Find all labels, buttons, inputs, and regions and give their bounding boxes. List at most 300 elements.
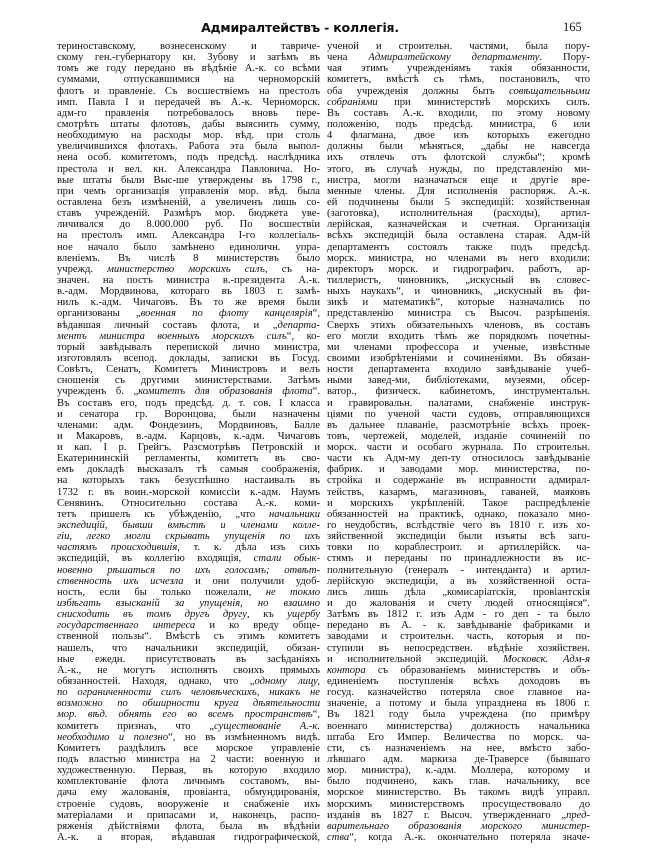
text-segment: значеніе, а потому и была упразднена въ 1806 г. bbox=[327, 698, 590, 710]
text-line bbox=[57, 152, 320, 163]
text-line bbox=[327, 275, 590, 286]
text-segment: необходимую на расходы мор. вѣд. при столь bbox=[57, 130, 320, 142]
text-segment: художественную. Первая, въ которую входило bbox=[57, 765, 320, 777]
text-line bbox=[327, 420, 590, 431]
text-segment: военнаго министерства) должность начальника bbox=[327, 720, 590, 732]
text-line bbox=[327, 576, 590, 587]
text-line bbox=[57, 464, 320, 475]
text-line bbox=[57, 364, 320, 375]
text-line bbox=[327, 609, 590, 620]
text-line bbox=[57, 52, 320, 63]
text-segment: териноставскому, вознесенскому и тавриче- bbox=[57, 41, 320, 52]
italic-text: ственность ихъ исчезла bbox=[57, 575, 184, 587]
text-segment: ность, если бы только пожелали, bbox=[57, 586, 266, 598]
text-line bbox=[327, 208, 590, 219]
text-line bbox=[57, 475, 320, 486]
text-segment: полнительную (генералъ - интенданта) и артил- bbox=[327, 564, 590, 576]
text-segment: экспедицій, въ коллегію входящія, bbox=[57, 553, 254, 565]
text-segment: го неудобствъ, вслѣдствіе чего въ 1810 г. изъ хо- bbox=[327, 520, 590, 532]
text-segment: чена bbox=[327, 52, 369, 64]
text-line bbox=[327, 409, 590, 420]
text-line bbox=[327, 264, 590, 275]
text-line bbox=[57, 799, 320, 810]
text-line bbox=[327, 475, 590, 486]
text-line bbox=[327, 97, 590, 108]
text-segment: Екатерининскій регламенты, комитетъ въ сво- bbox=[57, 453, 320, 465]
text-segment: обязанностей. Находя, однако, что „ bbox=[57, 676, 255, 688]
italic-text: ущербу bbox=[287, 609, 320, 621]
text-line bbox=[57, 108, 320, 119]
text-line bbox=[57, 242, 320, 253]
text-line bbox=[327, 253, 590, 264]
text-segment: значен. на постъ министра в.-президента А.-к. bbox=[57, 274, 320, 286]
italic-text: государственнаго интереса bbox=[57, 620, 196, 632]
text-segment: вленіемъ. Въ числѣ 8 министерствъ было bbox=[57, 252, 320, 264]
text-segment: “, но въ измѣненномъ видѣ. bbox=[168, 731, 320, 743]
text-line bbox=[327, 364, 590, 375]
italic-text: гіи, легко могли скрывать упущенія по ихъ bbox=[57, 531, 320, 543]
text-line bbox=[327, 765, 590, 776]
text-line bbox=[57, 754, 320, 765]
text-line bbox=[57, 787, 320, 798]
text-segment: лерійская, казначейская и счетная. Организація bbox=[327, 219, 590, 231]
text-line bbox=[57, 398, 320, 409]
text-segment: морскимъ министерствомъ просуществовало до bbox=[327, 798, 590, 810]
text-segment: этого, въ случаѣ нужды, по представленію ми- bbox=[327, 163, 590, 175]
text-line bbox=[57, 431, 320, 442]
running-head-title: Адмиралтействъ - коллегія. bbox=[201, 20, 399, 35]
text-segment: представленію министра съ Высоч. разрѣшенія. bbox=[327, 308, 590, 320]
text-segment: стямъ и переданы по принадлежности въ ис- bbox=[327, 553, 590, 565]
text-line bbox=[327, 386, 590, 397]
text-line bbox=[327, 297, 590, 308]
text-line bbox=[57, 331, 320, 342]
text-segment: в.-адм. Мордвинова, котораго въ 1803 г. замѣ- bbox=[57, 286, 320, 298]
text-segment: ными завед-ми, библіотеками, музеями, обсер- bbox=[327, 375, 590, 387]
text-line bbox=[57, 297, 320, 308]
text-line bbox=[327, 175, 590, 186]
text-line bbox=[327, 698, 590, 709]
text-segment: при министерствѣ морскихъ силъ. bbox=[377, 96, 590, 108]
text-line bbox=[327, 676, 590, 687]
text-segment: подъ властью министра на 2 части: военную и bbox=[57, 754, 320, 765]
italic-text: варительнаго образованія морского министер- bbox=[327, 820, 590, 832]
text-segment: въ дальнее плаваніе, разсмотрѣніе всѣхъ проек- bbox=[327, 419, 590, 431]
text-segment: имп. Павла I и передачей въ А.-к. Черноморск. bbox=[57, 96, 320, 108]
text-segment: единеніемъ поступленія всѣхъ доходовъ въ bbox=[327, 676, 590, 688]
text-segment: нилъ к.-адм. Чичаговъ. Въ то же время были bbox=[57, 297, 320, 309]
text-segment: положенію, подъ предсѣд. министра, 6 или bbox=[327, 118, 590, 130]
text-segment: ихъ отвлечь отъ флотской службы“; кромѣ bbox=[327, 152, 590, 164]
text-segment: морское министерство. Въ такомъ видѣ управл. bbox=[327, 787, 590, 799]
text-line bbox=[327, 665, 590, 676]
text-segment: 1732 г. въ воин.-морской комиссіи к.-адм. Наумъ bbox=[57, 486, 320, 498]
text-segment: дача ему жалованія, провіанта, обмундированія, bbox=[57, 787, 320, 799]
italic-text: комитетъ для образованія флота bbox=[138, 386, 313, 398]
italic-text: ментъ министра военныхъ морскихъ силъ bbox=[57, 330, 287, 342]
text-line bbox=[57, 832, 320, 843]
text-line bbox=[327, 197, 590, 208]
text-segment: стройка и содержаніе въ исправности адмирал- bbox=[327, 475, 590, 487]
text-line bbox=[57, 320, 320, 331]
text-segment: при чемъ организація управленія мор. вѣд. была bbox=[57, 185, 320, 197]
italic-text: министерство морскихъ силъ bbox=[107, 263, 265, 275]
text-line bbox=[327, 553, 590, 564]
text-segment: на которыхъ такъ безуспѣшно настаивалъ въ bbox=[57, 475, 320, 487]
text-line bbox=[327, 754, 590, 765]
text-line bbox=[327, 453, 590, 464]
text-line bbox=[57, 776, 320, 787]
text-line bbox=[327, 431, 590, 442]
text-line bbox=[327, 654, 590, 665]
text-segment: смотрѣть штаты флотовъ, дабы выяснить сумму, bbox=[57, 118, 320, 130]
text-segment: “, когда А.-к. окончательно потеряла значе- bbox=[349, 831, 590, 843]
text-line bbox=[327, 219, 590, 230]
text-segment: передано въ А. - к. завѣдываніе фабриками и bbox=[327, 620, 590, 632]
text-line bbox=[327, 230, 590, 241]
text-line bbox=[57, 709, 320, 720]
right-text-column bbox=[327, 41, 590, 843]
text-segment: суммами, отпускавшимися на черноморскій bbox=[57, 74, 320, 86]
text-segment: Въ 1821 году была учреждена (по примѣру bbox=[327, 709, 590, 721]
text-line bbox=[57, 342, 320, 353]
text-segment: “, bbox=[312, 308, 320, 320]
italic-text: военная по флоту канцелярія bbox=[140, 308, 313, 320]
text-segment: ные ежедн. присутствовать въ засѣданіяхъ bbox=[57, 653, 320, 665]
text-segment: А.-к., не могутъ исполнять своихъ прямыхъ bbox=[57, 664, 320, 676]
text-line bbox=[327, 52, 590, 63]
text-line bbox=[327, 320, 590, 331]
text-line bbox=[57, 74, 320, 85]
text-line bbox=[327, 342, 590, 353]
text-line bbox=[327, 130, 590, 141]
text-segment: , т. к. дѣла изъ сихъ bbox=[177, 542, 320, 554]
text-segment: лѣвшаго адм. маркиза де-Траверсе (бывшаго bbox=[327, 754, 590, 765]
text-line bbox=[327, 721, 590, 732]
text-line bbox=[57, 41, 320, 52]
text-segment: ступили въ непосредствен. вѣдѣніе хозяйствен. bbox=[327, 642, 590, 654]
text-line bbox=[57, 264, 320, 275]
text-line bbox=[57, 230, 320, 241]
italic-text: возможно по обширности круга дѣятельности bbox=[57, 698, 320, 710]
text-line bbox=[57, 420, 320, 431]
text-segment: ное начало было замѣнено единоличн. упра- bbox=[57, 241, 320, 253]
text-segment: товъ, чертежей, моделей, изданіе сочиненій по bbox=[327, 430, 590, 442]
italic-text: по ограниченности силъ человѣческихъ, никакъ не bbox=[57, 687, 320, 699]
text-line bbox=[57, 531, 320, 542]
text-line bbox=[327, 119, 590, 130]
text-segment: личивался до 8.000.000 руб. По восшествіи bbox=[57, 219, 320, 231]
text-segment: Сверхъ этихъ обязательныхъ членовъ, въ составъ bbox=[327, 319, 590, 331]
italic-text: одному лицу, bbox=[254, 676, 320, 688]
text-line bbox=[57, 609, 320, 620]
text-line bbox=[327, 643, 590, 654]
text-segment: ей подчинены были 5 экспедицій: хозяйственная bbox=[327, 196, 590, 208]
text-segment: нашелъ, что начальники экспедицій, обязан- bbox=[57, 642, 320, 654]
text-line bbox=[327, 308, 590, 319]
text-segment: флотъ и правленіе. Съ восшествіемъ на престолъ bbox=[57, 85, 320, 97]
text-line bbox=[57, 164, 320, 175]
text-line bbox=[327, 375, 590, 386]
italic-text: новенно рѣшаться по ихъ голосамъ; отвѣт- bbox=[57, 564, 320, 576]
text-segment: учрежденъ б. „ bbox=[57, 386, 139, 398]
italic-text: Адмиралтейскому департаменту bbox=[368, 52, 540, 64]
text-segment: части къ Адм-му деп-ту относилось завѣдываніе bbox=[327, 453, 590, 465]
text-segment: ныхъ наукахъ“, и чиновникъ, „искусный въ фи- bbox=[327, 286, 590, 298]
italic-text: частямъ происходившія bbox=[57, 542, 178, 554]
text-segment: и сенатора гр. Воронцова, были назначены bbox=[57, 408, 320, 420]
text-segment: сношенія съ другими министерствами. Затѣмъ bbox=[57, 375, 320, 387]
text-line bbox=[57, 676, 320, 687]
text-segment: нистра, могли назначаться еще и другіе вре- bbox=[327, 174, 590, 186]
text-line bbox=[327, 141, 590, 152]
text-segment: увеличившихся флотахъ. Работа эта была выпол- bbox=[57, 141, 320, 153]
text-line bbox=[327, 799, 590, 810]
text-line bbox=[327, 531, 590, 542]
text-segment: и Макаровъ, в.-адм. Карцовъ, к.-адм. Чичаговъ bbox=[57, 430, 320, 442]
text-segment: должны были мѣняться, „дабы не навсегда bbox=[327, 141, 590, 153]
text-segment: лерійскую экспедиціи, а въ хозяйственной оста- bbox=[327, 575, 590, 587]
italic-text: Московск. Адм-я bbox=[502, 653, 590, 665]
text-line bbox=[57, 565, 320, 576]
text-line bbox=[57, 175, 320, 186]
text-segment: всѣхъ экспедицій была оставлена старая. Адм-ій bbox=[327, 230, 590, 242]
text-segment: на престолъ имп. Александра I-го коллегіаль- bbox=[57, 230, 320, 242]
text-line bbox=[57, 743, 320, 754]
text-line bbox=[327, 487, 590, 498]
text-segment: А.-к. а вторая, вѣдавшая гидрографической, bbox=[57, 831, 320, 843]
text-segment: и морскихъ укрѣпленій. Такое распредѣленіе bbox=[327, 497, 590, 509]
text-line bbox=[57, 119, 320, 130]
text-line bbox=[57, 308, 320, 319]
text-segment: морск. части и особаго журнала. По строительн. bbox=[327, 442, 590, 454]
text-segment: Совѣтъ, Сенатъ, Комитетъ Министровъ и велъ bbox=[57, 364, 320, 376]
text-segment: (заготовка), исполнительная (расходы), артил- bbox=[327, 208, 590, 220]
text-line bbox=[57, 442, 320, 453]
italic-text: снисходить въ томъ другъ другу bbox=[57, 609, 247, 621]
text-line bbox=[327, 464, 590, 475]
text-segment: оставлена безъ измѣненій, а увеличенъ лишь со- bbox=[57, 196, 320, 208]
text-line bbox=[57, 687, 320, 698]
text-segment: его могли входить тѣмъ же порядкомъ почетны- bbox=[327, 330, 590, 342]
text-segment: оба учрежденія должны быть bbox=[327, 85, 510, 97]
text-segment: и ко вреду обще- bbox=[195, 620, 320, 632]
left-text-column bbox=[57, 41, 320, 843]
text-line bbox=[327, 164, 590, 175]
text-line bbox=[57, 63, 320, 74]
text-line bbox=[57, 197, 320, 208]
text-segment: заводами и строительн. часть, которыя и по- bbox=[327, 631, 590, 643]
text-segment: обязанностей на практикѣ, однако, показало мно- bbox=[327, 508, 590, 520]
text-segment: зикѣ и математикѣ“, которые назначались по bbox=[327, 297, 590, 309]
text-line bbox=[327, 108, 590, 119]
italic-text: необходимо и полезно bbox=[57, 731, 169, 743]
text-segment: товки по кораблестроит. и артиллерійск. ча- bbox=[327, 542, 590, 554]
text-segment: скому ген.-губернатору кн. Зубову и затѣмъ въ bbox=[57, 52, 320, 64]
text-segment: комплектованіе флота личнымъ составомъ, вы- bbox=[57, 776, 320, 788]
text-line bbox=[327, 821, 590, 832]
text-segment: съ образованіемъ министерствъ и объ- bbox=[365, 664, 590, 676]
text-segment: , съ на- bbox=[264, 263, 320, 275]
text-segment: “, ко- bbox=[286, 330, 320, 342]
text-segment: Въ составъ А.-к. входили, по этому новому bbox=[327, 107, 590, 119]
text-segment: департаментъ состоялъ также подъ предсѣд. bbox=[327, 241, 590, 253]
text-line bbox=[57, 765, 320, 776]
text-segment: морск. министра, но членами въ него входили: bbox=[327, 252, 590, 264]
text-line bbox=[57, 386, 320, 397]
text-segment: комитетъ, вмѣстѣ съ тѣмъ, постановилъ, что bbox=[327, 74, 590, 86]
text-line bbox=[57, 487, 320, 498]
italic-text: ства bbox=[327, 831, 350, 843]
text-segment: сти, съ назначеніемъ на нее, вмѣсто забо- bbox=[327, 742, 590, 754]
text-line bbox=[327, 687, 590, 698]
text-line bbox=[327, 41, 590, 52]
text-segment: строеніе судовъ, вооруженіе и снабженіе ихъ bbox=[57, 798, 320, 810]
text-line bbox=[327, 631, 590, 642]
text-line bbox=[57, 186, 320, 197]
text-segment: лись лишь дѣла „комисаріатскія, провіантскія bbox=[327, 586, 590, 598]
italic-text: экспедицій, бывши вмѣстѣ и членами колле- bbox=[57, 520, 320, 532]
text-line bbox=[327, 331, 590, 342]
text-segment: штаба Его Импер. Величества по морск. ча- bbox=[327, 731, 590, 743]
text-line bbox=[327, 743, 590, 754]
italic-text: совѣщательными bbox=[509, 85, 590, 97]
text-line bbox=[327, 620, 590, 631]
text-segment: своими изобрѣтеніями и сочиненіями. Въ обязан- bbox=[327, 352, 590, 364]
text-line bbox=[57, 631, 320, 642]
text-line bbox=[327, 565, 590, 576]
italic-text: избѣгать взысканій за упущенія, но взаимно bbox=[57, 598, 320, 610]
text-segment: менные члены. Для исполненія распоряж. А.-к. bbox=[327, 185, 590, 197]
italic-text: пред- bbox=[566, 809, 590, 821]
text-line bbox=[327, 74, 590, 85]
text-segment: 4 флагмана, двое изъ которыхъ ежегодно bbox=[327, 130, 590, 142]
text-segment: ватор., физическ. кабинетомъ, инструментальн. bbox=[327, 386, 590, 398]
text-line bbox=[57, 587, 320, 598]
text-segment: ціями по ученой части судовъ, отправляющихся bbox=[327, 408, 590, 420]
text-segment: ряженія дѣйствіями флота, была въ вѣдѣніи bbox=[57, 820, 320, 832]
italic-text: начальники bbox=[268, 508, 320, 520]
text-segment: ности департамента входило завѣдываніе учеб- bbox=[327, 364, 590, 376]
text-line bbox=[57, 721, 320, 732]
text-segment: нена особ. комитетомъ, подъ предсѣд. наслѣдника bbox=[57, 152, 320, 164]
text-segment: мор. министра), к.-адм. Моллера, которому и bbox=[327, 765, 590, 777]
text-line bbox=[57, 275, 320, 286]
text-segment: матеріалами и припасами и, наконецъ, распо- bbox=[57, 809, 320, 821]
text-line bbox=[327, 587, 590, 598]
text-line bbox=[57, 542, 320, 553]
text-line bbox=[57, 665, 320, 676]
text-segment: и гравировальн. палатами, снабженіе инструк- bbox=[327, 397, 590, 409]
text-segment: ственной пользы“. Вмѣстѣ съ этимъ комитетъ bbox=[57, 631, 320, 643]
italic-text: не токмо bbox=[265, 586, 320, 598]
text-line bbox=[57, 97, 320, 108]
italic-text: существованіе А.-к. bbox=[213, 720, 320, 732]
text-line bbox=[57, 643, 320, 654]
text-line bbox=[57, 620, 320, 631]
text-segment: торый завѣдывалъ перепиской лично министра, bbox=[57, 341, 320, 353]
text-line bbox=[327, 442, 590, 453]
text-segment: Въ составъ его, подъ предсѣд. д. т. сов. I класса bbox=[57, 397, 320, 409]
text-segment: престола и вел. кн. Александра Павловича. Но- bbox=[57, 163, 320, 175]
text-segment: тетъ пришелъ къ убѣжденію, „что bbox=[57, 508, 269, 520]
text-line bbox=[57, 86, 320, 97]
text-segment: госуд. казначейство потеряла свое главное на- bbox=[327, 687, 590, 699]
text-line bbox=[327, 152, 590, 163]
text-segment: директоръ морск. и гидрографич. работъ, ар- bbox=[327, 263, 590, 275]
text-segment: , къ bbox=[246, 609, 288, 621]
text-line bbox=[57, 208, 320, 219]
italic-text: стали обык- bbox=[253, 553, 320, 565]
text-line bbox=[327, 542, 590, 553]
text-segment: изданія въ 1827 г. Высоч. утвержденнаго „ bbox=[327, 809, 567, 821]
italic-text: собраніями bbox=[327, 96, 378, 108]
text-line bbox=[57, 353, 320, 364]
text-segment: и они получили удоб- bbox=[183, 575, 320, 587]
text-segment: учрежд. bbox=[57, 263, 108, 275]
text-line bbox=[327, 810, 590, 821]
text-line bbox=[57, 520, 320, 531]
text-segment: организованы „ bbox=[57, 308, 141, 320]
text-segment: “, bbox=[312, 709, 320, 721]
italic-text: контора bbox=[327, 664, 366, 676]
text-line bbox=[327, 498, 590, 509]
text-line bbox=[57, 409, 320, 420]
text-line bbox=[327, 509, 590, 520]
text-line bbox=[57, 253, 320, 264]
text-line bbox=[57, 375, 320, 386]
text-line bbox=[57, 732, 320, 743]
text-segment: Затѣмъ въ 1812 г. изъ Адм - го деп - та было bbox=[327, 609, 590, 621]
text-line bbox=[327, 598, 590, 609]
text-line bbox=[327, 520, 590, 531]
text-segment: Комитетъ раздѣлилъ все морское управленіе bbox=[57, 742, 320, 754]
text-segment: членами: адм. Фондезинъ, Мордвиновъ, Балле bbox=[57, 419, 320, 431]
text-segment: и исполнительной экспедицій. bbox=[327, 653, 503, 665]
text-segment: зяйственной экспедиціи были изъяты всѣ заго- bbox=[327, 531, 590, 543]
text-line bbox=[327, 709, 590, 720]
text-line bbox=[57, 130, 320, 141]
text-segment: вѣдавшая личный составъ флота, и „ bbox=[57, 319, 278, 331]
text-line bbox=[57, 453, 320, 464]
text-line bbox=[327, 63, 590, 74]
text-segment: ученой и строительн. частями, была пору- bbox=[327, 41, 590, 52]
text-line bbox=[327, 732, 590, 743]
text-line bbox=[57, 498, 320, 509]
text-segment: адм-го правленія потребовалось вновь пере- bbox=[57, 107, 320, 119]
text-segment: вые штаты были Выс-ше утверждены въ 1798 г., bbox=[57, 174, 320, 186]
text-line bbox=[327, 353, 590, 364]
text-line bbox=[57, 598, 320, 609]
text-line bbox=[327, 398, 590, 409]
text-line bbox=[327, 776, 590, 787]
text-line bbox=[57, 553, 320, 564]
text-segment: ми членами профессора и ученые, извѣстные bbox=[327, 341, 590, 353]
text-segment: комитетъ признаъ, что „ bbox=[57, 720, 214, 732]
text-line bbox=[57, 576, 320, 587]
text-line bbox=[57, 654, 320, 665]
text-line bbox=[327, 86, 590, 97]
text-line bbox=[327, 286, 590, 297]
text-segment: Сенявинъ. Относительно состава А.-к. коми- bbox=[57, 497, 320, 509]
text-segment: тиллеристъ, чиновникъ, „искусный въ словес- bbox=[327, 274, 590, 286]
text-segment: тействъ, казармъ, магазиновъ, гаваней, маяковъ bbox=[327, 486, 590, 498]
text-line bbox=[57, 810, 320, 821]
text-line bbox=[57, 219, 320, 230]
text-segment: ставъ учрежденій. Размѣръ мор. бюджета уве- bbox=[57, 208, 320, 220]
text-line bbox=[57, 141, 320, 152]
text-line bbox=[57, 821, 320, 832]
